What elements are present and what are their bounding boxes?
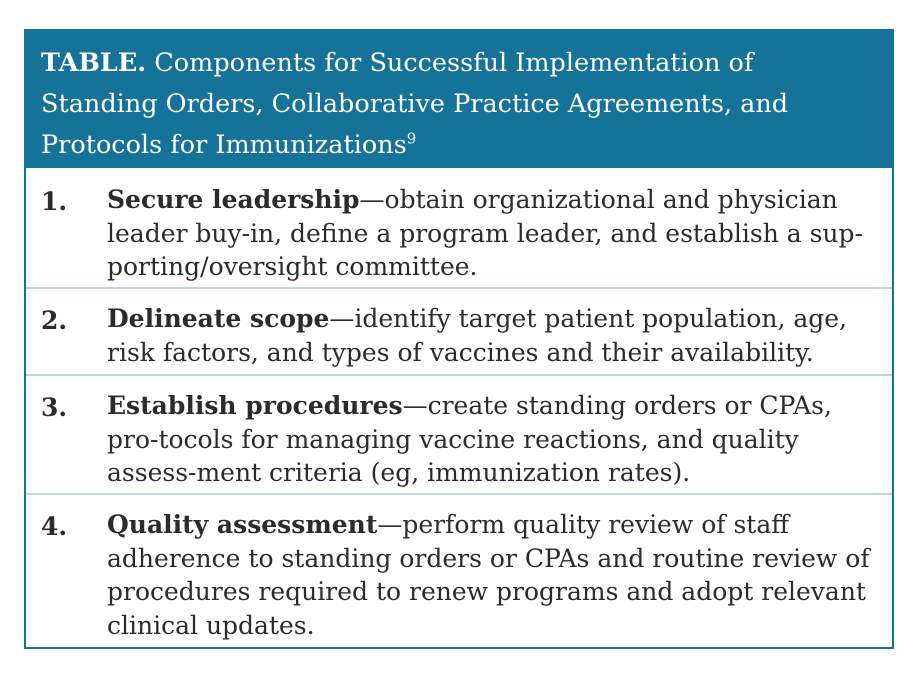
table-row [26, 495, 892, 645]
table-caption [26, 31, 892, 168]
row-number: 3. [41, 393, 68, 422]
row-number: 4. [41, 512, 68, 541]
row-description: —create standing orders or CPAs, pro-tocols for managing vaccine reactions, and quality assess-ment criteria (eg, immunization rates). [107, 391, 832, 487]
row-number: 2. [41, 306, 68, 335]
row-term: Delineate scope [107, 304, 330, 333]
components-table [24, 29, 894, 649]
table-caption-reference: 9 [406, 129, 417, 148]
row-content [107, 389, 892, 490]
row-description: —obtain organizational and physician leader buy-in, define a program leader, and establish a sup-porting/oversight committee. [107, 185, 863, 281]
table-caption-text: Components for Successful Implementation of Standing Orders, Collaborative Practice Agreements, and Protocols for Immunizations [41, 48, 789, 160]
table-rows [26, 168, 892, 645]
table-row [26, 376, 892, 495]
row-content [107, 508, 892, 642]
row-content [107, 183, 892, 284]
row-content [107, 302, 892, 369]
row-term: Establish procedures [107, 391, 403, 420]
row-number: 1. [41, 187, 68, 216]
table-label: TABLE. [41, 48, 147, 78]
row-description: —identify target patient population, age, risk factors, and types of vaccines and their availability. [107, 304, 847, 367]
row-term: Secure leadership [107, 185, 360, 214]
table-row [26, 168, 892, 289]
row-term: Quality assessment [107, 510, 378, 539]
row-description: —perform quality review of staff adherence to standing orders or CPAs and routine review of procedures required to renew programs and adopt relevant clinical updates. [107, 510, 870, 640]
table-row [26, 289, 892, 376]
